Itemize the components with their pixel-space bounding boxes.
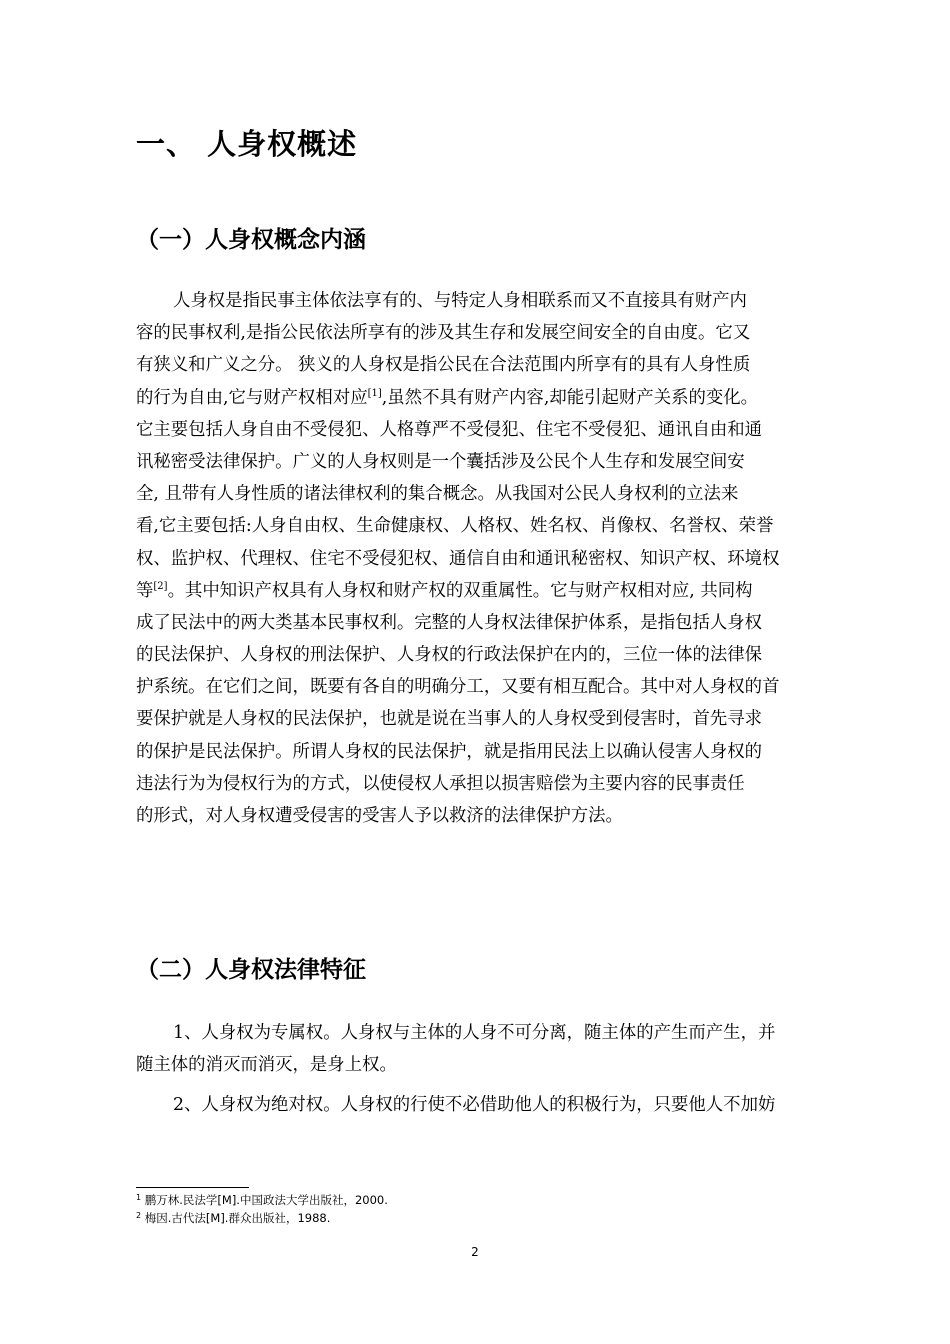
paragraph-line: 的民法保护、人身权的刑法保护、人身权的行政法保护在内的，三位一体的法律保 xyxy=(136,645,763,666)
footnote-1 xyxy=(136,1192,388,1208)
citation-mark: [2] xyxy=(153,580,168,592)
chapter-heading: 一、 人身权概述 xyxy=(136,127,358,161)
section-heading-1: （一）人身权概念内涵 xyxy=(136,227,366,253)
paragraph-line: 要保护就是人身权的民法保护，也就是说在当事人的人身权受到侵害时，首先寻求 xyxy=(136,709,763,730)
paragraph-line xyxy=(136,382,816,414)
line-text: 。其中知识产权具有人身权和财产权的双重属性。它与财产权相对应, 共同构 xyxy=(167,580,753,601)
paragraph-line: 讯秘密受法律保护。广义的人身权则是一个囊括涉及公民个人生存和发展空间安 xyxy=(136,451,745,472)
paragraph-line xyxy=(136,575,816,607)
line-text: ,虽然不具有财产内容,却能引起财产关系的变化。 xyxy=(381,387,759,408)
paragraph-line: 成了民法中的两大类基本民事权利。完整的人身权法律保护体系，是指包括人身权 xyxy=(136,612,763,633)
paragraph-line: 1、人身权为专属权。人身权与主体的人身不可分离，随主体的产生而产生，并 xyxy=(173,1023,776,1043)
footnote-separator xyxy=(136,1187,249,1188)
paragraph-line: 全, 且带有人身性质的诸法律权利的集合概念。从我国对公民人身权利的立法来 xyxy=(136,484,739,505)
section-1-paragraph xyxy=(136,285,816,832)
section-2-paragraph-1 xyxy=(136,1017,816,1081)
paragraph-line: 随主体的消灭而消灭，是身上权。 xyxy=(136,1055,397,1076)
paragraph-line: 看,它主要包括:人身自由权、生命健康权、人格权、姓名权、肖像权、名誉权、荣誉 xyxy=(136,516,774,537)
paragraph-line: 护系统。在它们之间，既要有各自的明确分工，又要有相互配合。其中对人身权的首 xyxy=(136,677,780,698)
paragraph-line: 容的民事权利,是指公民依法所享有的涉及其生存和发展空间安全的自由度。它又 xyxy=(136,323,751,344)
paragraph-line: 2、人身权为绝对权。人身权的行使不必借助他人的积极行为，只要他人不加妨 xyxy=(173,1095,776,1115)
paragraph-line: 人身权是指民事主体依法享有的、与特定人身相联系而又不直接具有财产内 xyxy=(173,291,747,311)
line-text: 的行为自由,它与财产权相对应 xyxy=(136,387,368,408)
footnote-mark: 2 xyxy=(136,1211,142,1220)
paragraph-line: 违法行为为侵权行为的方式，以使侵权人承担以损害赔偿为主要内容的民事责任 xyxy=(136,773,745,794)
section-heading-2: （二）人身权法律特征 xyxy=(136,957,366,983)
paragraph-line: 有狭义和广义之分。 狭义的人身权是指公民在合法范围内所享有的具有人身性质 xyxy=(136,355,751,376)
paragraph-line: 的形式，对人身权遭受侵害的受害人予以救济的法律保护方法。 xyxy=(136,806,623,826)
paragraph-line: 权、监护权、代理权、住宅不受侵犯权、通信自由和通讯秘密权、知识产权、环境权 xyxy=(136,548,780,569)
paragraph-line: 它主要包括人身自由不受侵犯、人格尊严不受侵犯、住宅不受侵犯、通讯自由和通 xyxy=(136,419,763,440)
paragraph-line: 的保护是民法保护。所谓人身权的民法保护，就是指用民法上以确认侵害人身权的 xyxy=(136,741,763,762)
footnote-text: 鹏万林.民法学[M].中国政法大学出版社，2000. xyxy=(141,1193,388,1207)
section-2-paragraph-2 xyxy=(136,1089,816,1121)
footnote-2 xyxy=(136,1210,330,1226)
line-text: 等 xyxy=(136,580,154,601)
citation-mark: [1] xyxy=(367,387,382,399)
footnote-mark: 1 xyxy=(136,1193,142,1202)
page-number: 2 xyxy=(471,1245,479,1259)
footnote-text: 梅因.古代法[M].群众出版社，1988. xyxy=(141,1211,331,1225)
